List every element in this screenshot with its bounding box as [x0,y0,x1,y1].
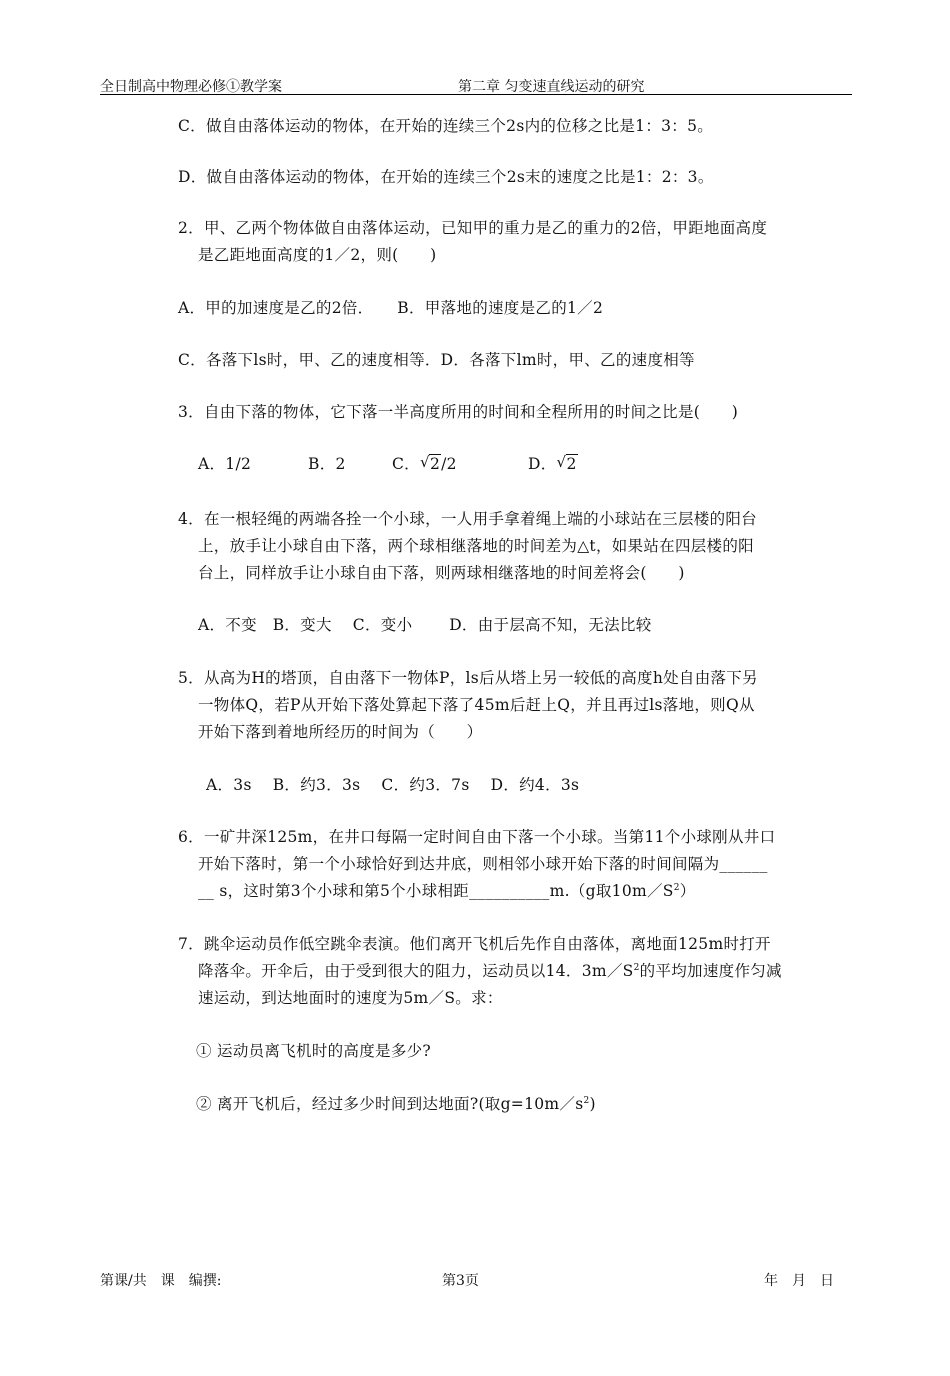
question-6-line-3-text: __ s，这时第3个小球和第5个小球相距__________m.（g取10m／S [198,882,674,900]
question-6-line-2: 开始下落时，第一个小球恰好到达井底，则相邻小球开始下落的时间间隔为______ [198,855,768,873]
question-5-options: A．3s B．约3．3s C．约3．7s D．约4．3s [206,776,580,794]
option-d-label: D． [528,455,557,473]
question-2-line-2: 是乙距地面高度的1／2，则( ) [198,246,437,264]
question-2-options-cd: C．各落下ls时，甲、乙的速度相等．D．各落下lm时，甲、乙的速度相等 [178,351,695,369]
question-7-line-2-tail: 的平均加速度作匀减 [639,962,782,980]
superscript: 2 [633,962,640,973]
question-4-line-3: 台上，同样放手让小球自由下落，则两球相继落地的时间差将会( ) [198,564,685,582]
closing-paren: ） [679,882,696,900]
question-7-line-2 [198,959,782,981]
question-7-sub-2 [196,1092,596,1114]
question-2-options-ab: A．甲的加速度是乙的2倍． B．甲落地的速度是乙的1／2 [178,299,604,317]
question-3-stem: 3．自由下落的物体，它下落一半高度所用的时间和全程所用的时间之比是( ) [178,403,739,421]
page-header [100,76,852,95]
header-book-title: 全日制高中物理必修①教学案 [100,79,282,95]
question-7-line-2-text: 降落伞。开伞后，由于受到很大的阻力，运动员以14．3m／S [198,962,634,980]
footer-lesson-info: 第课/共 课 编撰: [100,1273,222,1289]
footer-page-number: 第3页 [442,1273,479,1289]
question-3-option-a: A．1/2 [198,455,252,473]
radicand: 2 [566,455,577,473]
option-c-denominator: /2 [441,455,457,473]
question-4-options: A．不变 B．变大 C．变小 D．由于层高不知，无法比较 [198,616,652,634]
question-3-option-c [392,452,457,474]
question-5-line-3: 开始下落到着地所经历的时间为（ ） [198,723,483,741]
question-4-line-1: 4．在一根轻绳的两端各拴一个小球，一人用手拿着绳上端的小球站在三层楼的阳台 [178,510,757,528]
closing-paren: ) [589,1095,596,1113]
question-5-line-1: 5．从高为H的塔顶，自由落下一物体P，ls后从塔上另一较低的高度h处自由落下另 [178,669,758,687]
question-4-line-2: 上，放手让小球自由下落，两个球相继落地的时间差为△t，如果站在四层楼的阳 [198,537,754,555]
superscript: 2 [583,1095,590,1106]
question-6-line-3 [198,879,696,901]
question-7-line-3: 速运动，到达地面时的速度为5m／S。求： [198,989,503,1007]
option-c-label: C． [392,455,420,473]
sqrt-symbol [420,455,441,473]
question-3-option-d [528,452,578,474]
question-5-line-2: 一物体Q，若P从开始下落处算起下落了45m后赶上Q，并且再过ls落地，则Q从 [198,696,755,714]
question-3-option-b: B．2 [308,455,346,473]
option-d-line: D．做自由落体运动的物体，在开始的连续三个2s末的速度之比是1：2：3。 [178,168,714,186]
radicand: 2 [429,455,441,473]
footer-date: 年 月 日 [764,1273,834,1289]
question-2-line-1: 2．甲、乙两个物体做自由落体运动，已知甲的重力是乙的重力的2倍，甲距地面高度 [178,219,768,237]
sqrt-symbol [557,455,578,473]
header-chapter-title: 第二章 匀变速直线运动的研究 [458,79,645,95]
question-7-sub-1: ① 运动员离飞机时的高度是多少? [196,1042,432,1060]
question-7-line-1: 7．跳伞运动员作低空跳伞表演。他们离开飞机后先作自由落体，离地面125m时打开 [178,935,771,953]
option-c-line: C．做自由落体运动的物体，在开始的连续三个2s内的位移之比是1：3：5。 [178,117,714,135]
question-7-sub-2-text: ② 离开飞机后，经过多少时间到达地面?(取g=10m／s [196,1095,584,1113]
superscript: 2 [673,882,680,893]
question-6-line-1: 6．一矿井深125m，在井口每隔一定时间自由下落一个小球。当第11个小球刚从井口 [178,828,776,846]
